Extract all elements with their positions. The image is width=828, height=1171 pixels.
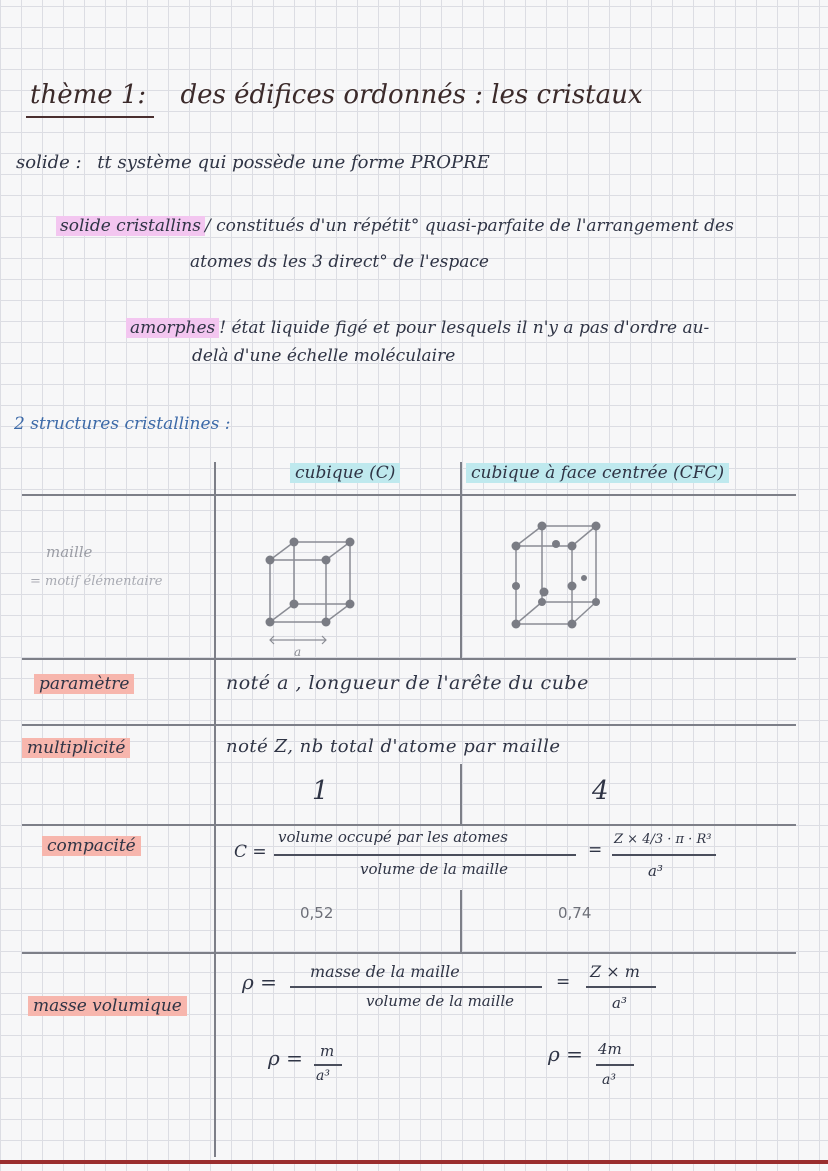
parametre-label: paramètre xyxy=(34,674,134,694)
masse-formula-den: a³ xyxy=(612,994,627,1012)
multiplicite-c: 1 xyxy=(312,776,329,806)
table-line-compacite xyxy=(22,952,796,954)
cubic-cell-diagram xyxy=(258,530,368,660)
maille-sublabel: = motif élémentaire xyxy=(30,574,163,589)
table-line-maille xyxy=(22,658,796,660)
compacite-label: compacité xyxy=(42,836,141,856)
masse-prefix: ρ = xyxy=(242,970,277,994)
masse-formula-bar xyxy=(586,986,656,988)
masse-eq: = xyxy=(556,972,571,992)
cfc-cell-diagram xyxy=(504,516,614,636)
masse-den: volume de la maille xyxy=(366,992,515,1010)
solide-definition xyxy=(16,152,490,173)
compacite-formula-num: Z × 4/3 · π · R³ xyxy=(614,832,712,847)
col-header-c: cubique (C) xyxy=(290,463,400,483)
maille-label: maille xyxy=(46,543,93,561)
masse-cfc-den: a³ xyxy=(602,1072,616,1088)
masse-c-bar xyxy=(314,1064,342,1066)
table-line-parametre xyxy=(22,724,796,726)
cristallins-line1: solide cristallins / constitués d'un répétit° quasi-parfaite de l'arrangement des xyxy=(56,216,734,236)
parametre-text: noté a , longueur de l'arête du cube xyxy=(226,672,589,694)
compacite-formula-bar xyxy=(612,854,716,856)
solide-label: solide : xyxy=(16,152,82,173)
table-vline-mid-top xyxy=(460,462,462,658)
amorphes-text-2: delà d'une échelle moléculaire xyxy=(192,346,456,366)
cristallins-label: solide cristallins xyxy=(56,216,205,236)
amorphes-line1: amorphes ! état liquide figé et pour lesquels il n'y a pas d'ordre au- xyxy=(126,318,709,338)
compacite-c: 0,52 xyxy=(300,904,334,922)
solide-text: tt système qui possède une forme PROPRE xyxy=(97,152,490,173)
table-vline-mid-mult xyxy=(460,764,462,824)
masse-formula-num: Z × m xyxy=(590,962,640,981)
page-bottom-edge xyxy=(0,1160,828,1164)
amorphes-label: amorphes xyxy=(126,318,219,338)
theme-label: thème 1: xyxy=(30,80,147,110)
table-line-multiplicite xyxy=(22,824,796,826)
table-vline-mid-comp xyxy=(460,890,462,952)
amorphes-text-1: état liquide figé et pour lesquels il n'y a pas d'ordre au- xyxy=(231,318,710,338)
cristallins-text-2: atomes ds les 3 direct° de l'espace xyxy=(190,252,489,272)
masse-c-num: m xyxy=(320,1042,335,1060)
theme-underline xyxy=(26,116,154,118)
table-line-header xyxy=(22,494,796,496)
compacite-fraction-bar xyxy=(274,854,576,856)
col-header-cfc: cubique à face centrée (CFC) xyxy=(466,463,729,483)
theme-text: des édifices ordonnés : les cristaux xyxy=(180,80,643,110)
multiplicite-cfc: 4 xyxy=(592,776,609,806)
masse-cfc-prefix: ρ = xyxy=(548,1042,583,1066)
dim-label-a: a xyxy=(294,645,302,659)
masse-fraction-bar xyxy=(290,986,542,988)
theme-title xyxy=(30,80,643,110)
masse-num: masse de la maille xyxy=(310,962,460,981)
multiplicite-label: multiplicité xyxy=(22,738,130,758)
masse-cfc-bar xyxy=(596,1064,634,1066)
masse-c-den: a³ xyxy=(316,1068,330,1084)
masse-label: masse volumique xyxy=(28,996,187,1016)
compacite-num: volume occupé par les atomes xyxy=(278,828,508,846)
table-vline-left xyxy=(214,462,216,1157)
multiplicite-text: noté Z, nb total d'atome par maille xyxy=(226,736,561,757)
compacite-formula-den: a³ xyxy=(648,862,663,880)
compacite-cfc: 0,74 xyxy=(558,904,592,922)
compacite-eq: = xyxy=(588,840,603,860)
compacite-prefix: C = xyxy=(234,842,267,862)
structures-heading: 2 structures cristallines : xyxy=(14,414,231,434)
cristallins-text-1: constitués d'un répétit° quasi-parfaite de l'arrangement des xyxy=(216,216,734,236)
masse-c-prefix: ρ = xyxy=(268,1046,303,1070)
compacite-den: volume de la maille xyxy=(360,860,509,878)
masse-cfc-num: 4m xyxy=(598,1040,622,1058)
